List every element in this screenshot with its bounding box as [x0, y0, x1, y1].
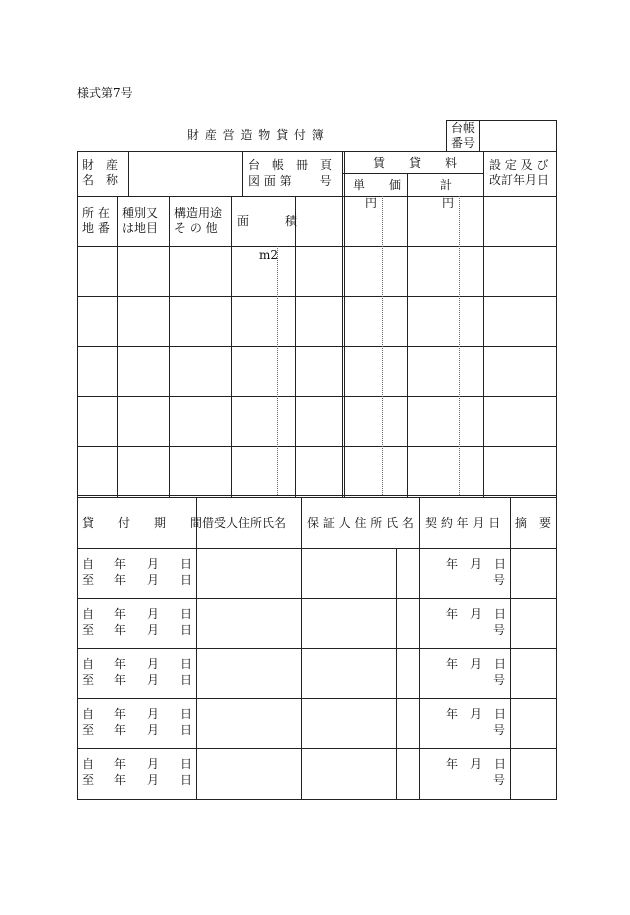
month-label: 月 — [147, 657, 160, 671]
guarantor-field[interactable] — [302, 549, 396, 598]
day-label: 日 — [180, 773, 193, 787]
yen-unit-price: 円 — [365, 196, 378, 210]
guarantor-seal-field[interactable] — [397, 599, 419, 648]
period-from-label: 自 — [82, 757, 95, 771]
period-to-label: 至 — [82, 623, 95, 637]
year-label: 年 — [114, 723, 127, 737]
property-name-label: 財 産 名 称 — [82, 158, 119, 187]
period-label: 貸 付 期 間 — [82, 516, 203, 530]
contract-date-value: 年 月 日 — [446, 607, 507, 621]
contract-number-label: 号 — [493, 673, 506, 687]
period-to-label: 至 — [82, 673, 95, 687]
borrower-field[interactable] — [197, 699, 301, 748]
remarks-field[interactable] — [511, 599, 556, 648]
guarantor-seal-field[interactable] — [397, 649, 419, 698]
year-label: 年 — [114, 623, 127, 637]
category-label: 種別又 は地目 — [122, 206, 159, 235]
period-from-label: 自 — [82, 707, 95, 721]
year-label: 年 — [114, 573, 127, 587]
day-label: 日 — [180, 573, 193, 587]
month-label: 月 — [147, 673, 160, 687]
month-label: 月 — [147, 757, 160, 771]
day-label: 日 — [180, 607, 193, 621]
month-label: 月 — [147, 607, 160, 621]
month-label: 月 — [147, 573, 160, 587]
year-label: 年 — [114, 757, 127, 771]
year-label: 年 — [114, 707, 127, 721]
period-to-label: 至 — [82, 573, 95, 587]
remarks-field[interactable] — [511, 749, 556, 798]
day-label: 日 — [180, 757, 193, 771]
yen-total: 円 — [442, 196, 455, 210]
remarks-field[interactable] — [511, 549, 556, 598]
ledger-page-label: 台 帳 冊 頁 — [248, 158, 333, 172]
year-label: 年 — [114, 773, 127, 787]
day-label: 日 — [180, 557, 193, 571]
year-label: 年 — [114, 607, 127, 621]
area-label: 面 積 — [237, 214, 298, 228]
contract-date-value: 年 月 日 — [446, 657, 507, 671]
period-from-label: 自 — [82, 607, 95, 621]
contract-date-value: 年 月 日 — [446, 707, 507, 721]
year-label: 年 — [114, 557, 127, 571]
borrower-field[interactable] — [197, 549, 301, 598]
borrower-field[interactable] — [197, 749, 301, 798]
borrower-field[interactable] — [197, 599, 301, 648]
form-number: 様式第7号 — [77, 86, 133, 100]
location-label: 所 在 地 番 — [82, 206, 110, 235]
unit-price-label: 単 価 — [353, 178, 402, 192]
total-label: 計 — [440, 178, 453, 192]
month-label: 月 — [147, 723, 160, 737]
contract-date-value: 年 月 日 — [446, 757, 507, 771]
month-label: 月 — [147, 707, 160, 721]
contract-date-label: 契 約 年 月 日 — [425, 516, 501, 530]
ledger-number-field[interactable] — [480, 121, 555, 150]
page-title: 財 産 営 造 物 貸 付 簿 — [187, 128, 325, 142]
day-label: 日 — [180, 673, 193, 687]
day-label: 日 — [180, 707, 193, 721]
day-label: 日 — [180, 723, 193, 737]
contract-number-label: 号 — [493, 623, 506, 637]
year-label: 年 — [114, 673, 127, 687]
period-from-label: 自 — [82, 557, 95, 571]
contract-number-label: 号 — [493, 773, 506, 787]
contract-date-value: 年 月 日 — [446, 557, 507, 571]
guarantor-seal-field[interactable] — [397, 549, 419, 598]
day-label: 日 — [180, 623, 193, 637]
guarantor-field[interactable] — [302, 699, 396, 748]
guarantor-label: 保 証 人 住 所 氏 名 — [307, 516, 414, 530]
drawing-number-label: 図 面 第 号 — [248, 174, 332, 188]
year-label: 年 — [114, 657, 127, 671]
borrower-field[interactable] — [197, 649, 301, 698]
contract-number-label: 号 — [493, 573, 506, 587]
period-to-label: 至 — [82, 773, 95, 787]
structure-label: 構造用途 そ の 他 — [174, 206, 223, 235]
remarks-label: 摘 要 — [515, 516, 552, 530]
guarantor-field[interactable] — [302, 599, 396, 648]
guarantor-field[interactable] — [302, 649, 396, 698]
set-date-label: 設 定 及 び 改訂年月日 — [489, 158, 550, 187]
month-label: 月 — [147, 557, 160, 571]
rent-label: 賃 貸 料 — [373, 156, 458, 170]
contract-number-label: 号 — [493, 723, 506, 737]
month-label: 月 — [147, 623, 160, 637]
day-label: 日 — [180, 657, 193, 671]
guarantor-seal-field[interactable] — [397, 699, 419, 748]
period-from-label: 自 — [82, 657, 95, 671]
ledger-number-label: 台帳 番号 — [451, 121, 476, 150]
guarantor-seal-field[interactable] — [397, 749, 419, 798]
month-label: 月 — [147, 773, 160, 787]
period-to-label: 至 — [82, 723, 95, 737]
guarantor-field[interactable] — [302, 749, 396, 798]
m2-unit: m2 — [259, 248, 279, 262]
property-name-field[interactable] — [129, 152, 241, 195]
remarks-field[interactable] — [511, 699, 556, 748]
remarks-field[interactable] — [511, 649, 556, 698]
borrower-label: 借受人住所氏名 — [202, 516, 287, 530]
